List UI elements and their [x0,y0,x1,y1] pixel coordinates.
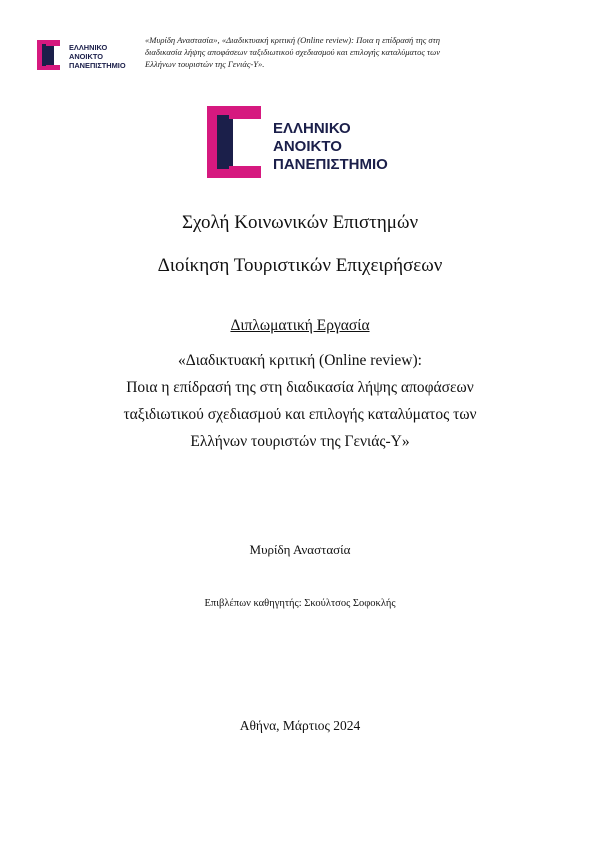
logo-line2: ΑΝΟΙΚΤΟ [273,138,342,155]
header-citation-line: διαδικασία λήψης αποφάσεων ταξιδιωτικού σχεδιασμού και επιλογής καταλύματος των [145,47,441,57]
school-name: Σχολή Κοινωνικών Επιστημών [181,212,419,233]
university-logo-small [37,38,127,72]
thesis-title-line: Ελλήνων τουριστών της Γενιάς-Υ» [190,433,410,450]
department-name: Διοίκηση Τουριστικών Επιχειρήσεων [157,255,443,276]
logo-line1: ΕΛΛΗΝΙΚΟ [273,120,351,137]
thesis-title-line: ταξιδιωτικού σχεδιασμού και επιλογής καταλύματος των [123,406,477,423]
thesis-label: Διπλωματική Εργασία [230,317,370,334]
thesis-title [0,347,600,455]
header-citation [145,34,567,70]
logo-small-line2: ΑΝΟΙΚΤΟ [69,52,103,61]
header-citation-line: Ελλήνων τουριστών της Γενιάς-Υ». [145,59,265,69]
logo-line3: ΠΑΝΕΠΙΣΤΗΜΙΟ [273,156,388,173]
place-date: Αθήνα, Μάρτιος 2024 [239,718,361,733]
university-logo [207,106,397,178]
header-citation-line: «Μυρίδη Αναστασία», «Διαδικτυακή κριτική (Online review): Ποια η επίδρασή της στη [145,35,441,45]
thesis-title-line: «Διαδικτυακή κριτική (Online review): [178,352,422,369]
supervisor: Επιβλέπων καθηγητής: Σκούλτσος Σοφοκλής [204,598,396,609]
thesis-title-line: Ποια η επίδρασή της στη διαδικασία λήψης αποφάσεων [126,379,474,396]
logo-small-line3: ΠΑΝΕΠΙΣΤΗΜΙΟ [69,61,126,70]
page-header [37,34,567,74]
author-name: Μυρίδη Αναστασία [249,542,351,557]
logo-small-line1: ΕΛΛΗΝΙΚΟ [69,43,108,52]
